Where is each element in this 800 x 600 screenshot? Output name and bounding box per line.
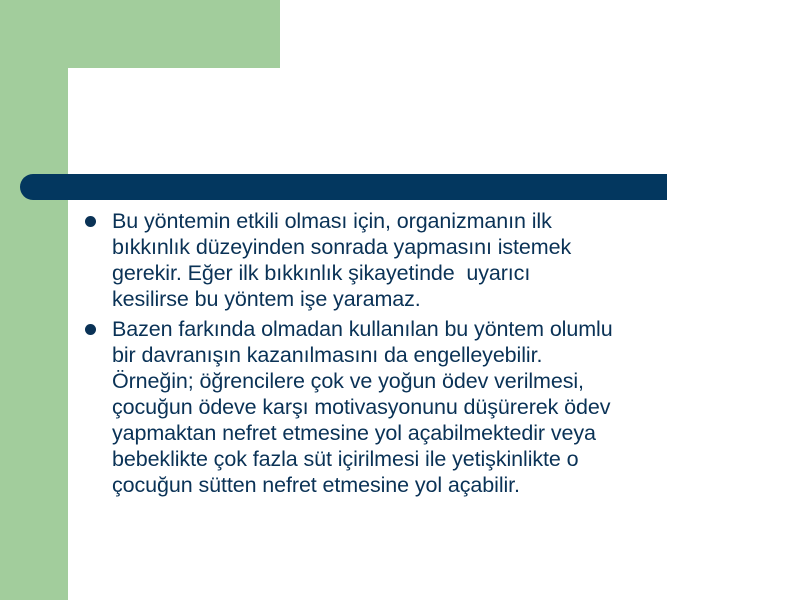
bullet-item-1 [80,208,770,312]
bullet-item-2 [80,316,770,498]
bullet-line: Bu yöntemin etkili olması için, organizmanın ilk [112,209,552,233]
bullet-line: Örneğin; öğrencilere çok ve yoğun ödev verilmesi, [112,369,584,393]
bullet-line: çocuğun ödeve karşı motivasyonunu düşürerek ödev [112,395,611,419]
green-side-band [0,0,68,600]
bullet-list [80,208,770,498]
bullet-line: yapmaktan nefret etmesine yol açabilmektedir veya [112,421,596,445]
title-bar [20,174,667,200]
bullet-line: Bazen farkında olmadan kullanılan bu yöntem olumlu [112,317,613,341]
bullet-line: bıkkınlık düzeyinden sonrada yapmasını istemek [112,235,572,259]
bullet-line: gerekir. Eğer ilk bıkkınlık şikayetinde uyarıcı [112,261,531,285]
bullet-line: çocuğun sütten nefret etmesine yol açabilir. [112,473,520,497]
bullet-dot-icon [85,216,96,227]
bullet-line: kesilirse bu yöntem işe yaramaz. [112,287,421,311]
bullet-dot-icon [85,324,96,335]
bullet-line: bir davranışın kazanılmasını da engelleyebilir. [112,343,543,367]
green-top-band [0,0,280,68]
bullet-line: bebeklikte çok fazla süt içirilmesi ile yetişkinlikte o [112,447,579,471]
